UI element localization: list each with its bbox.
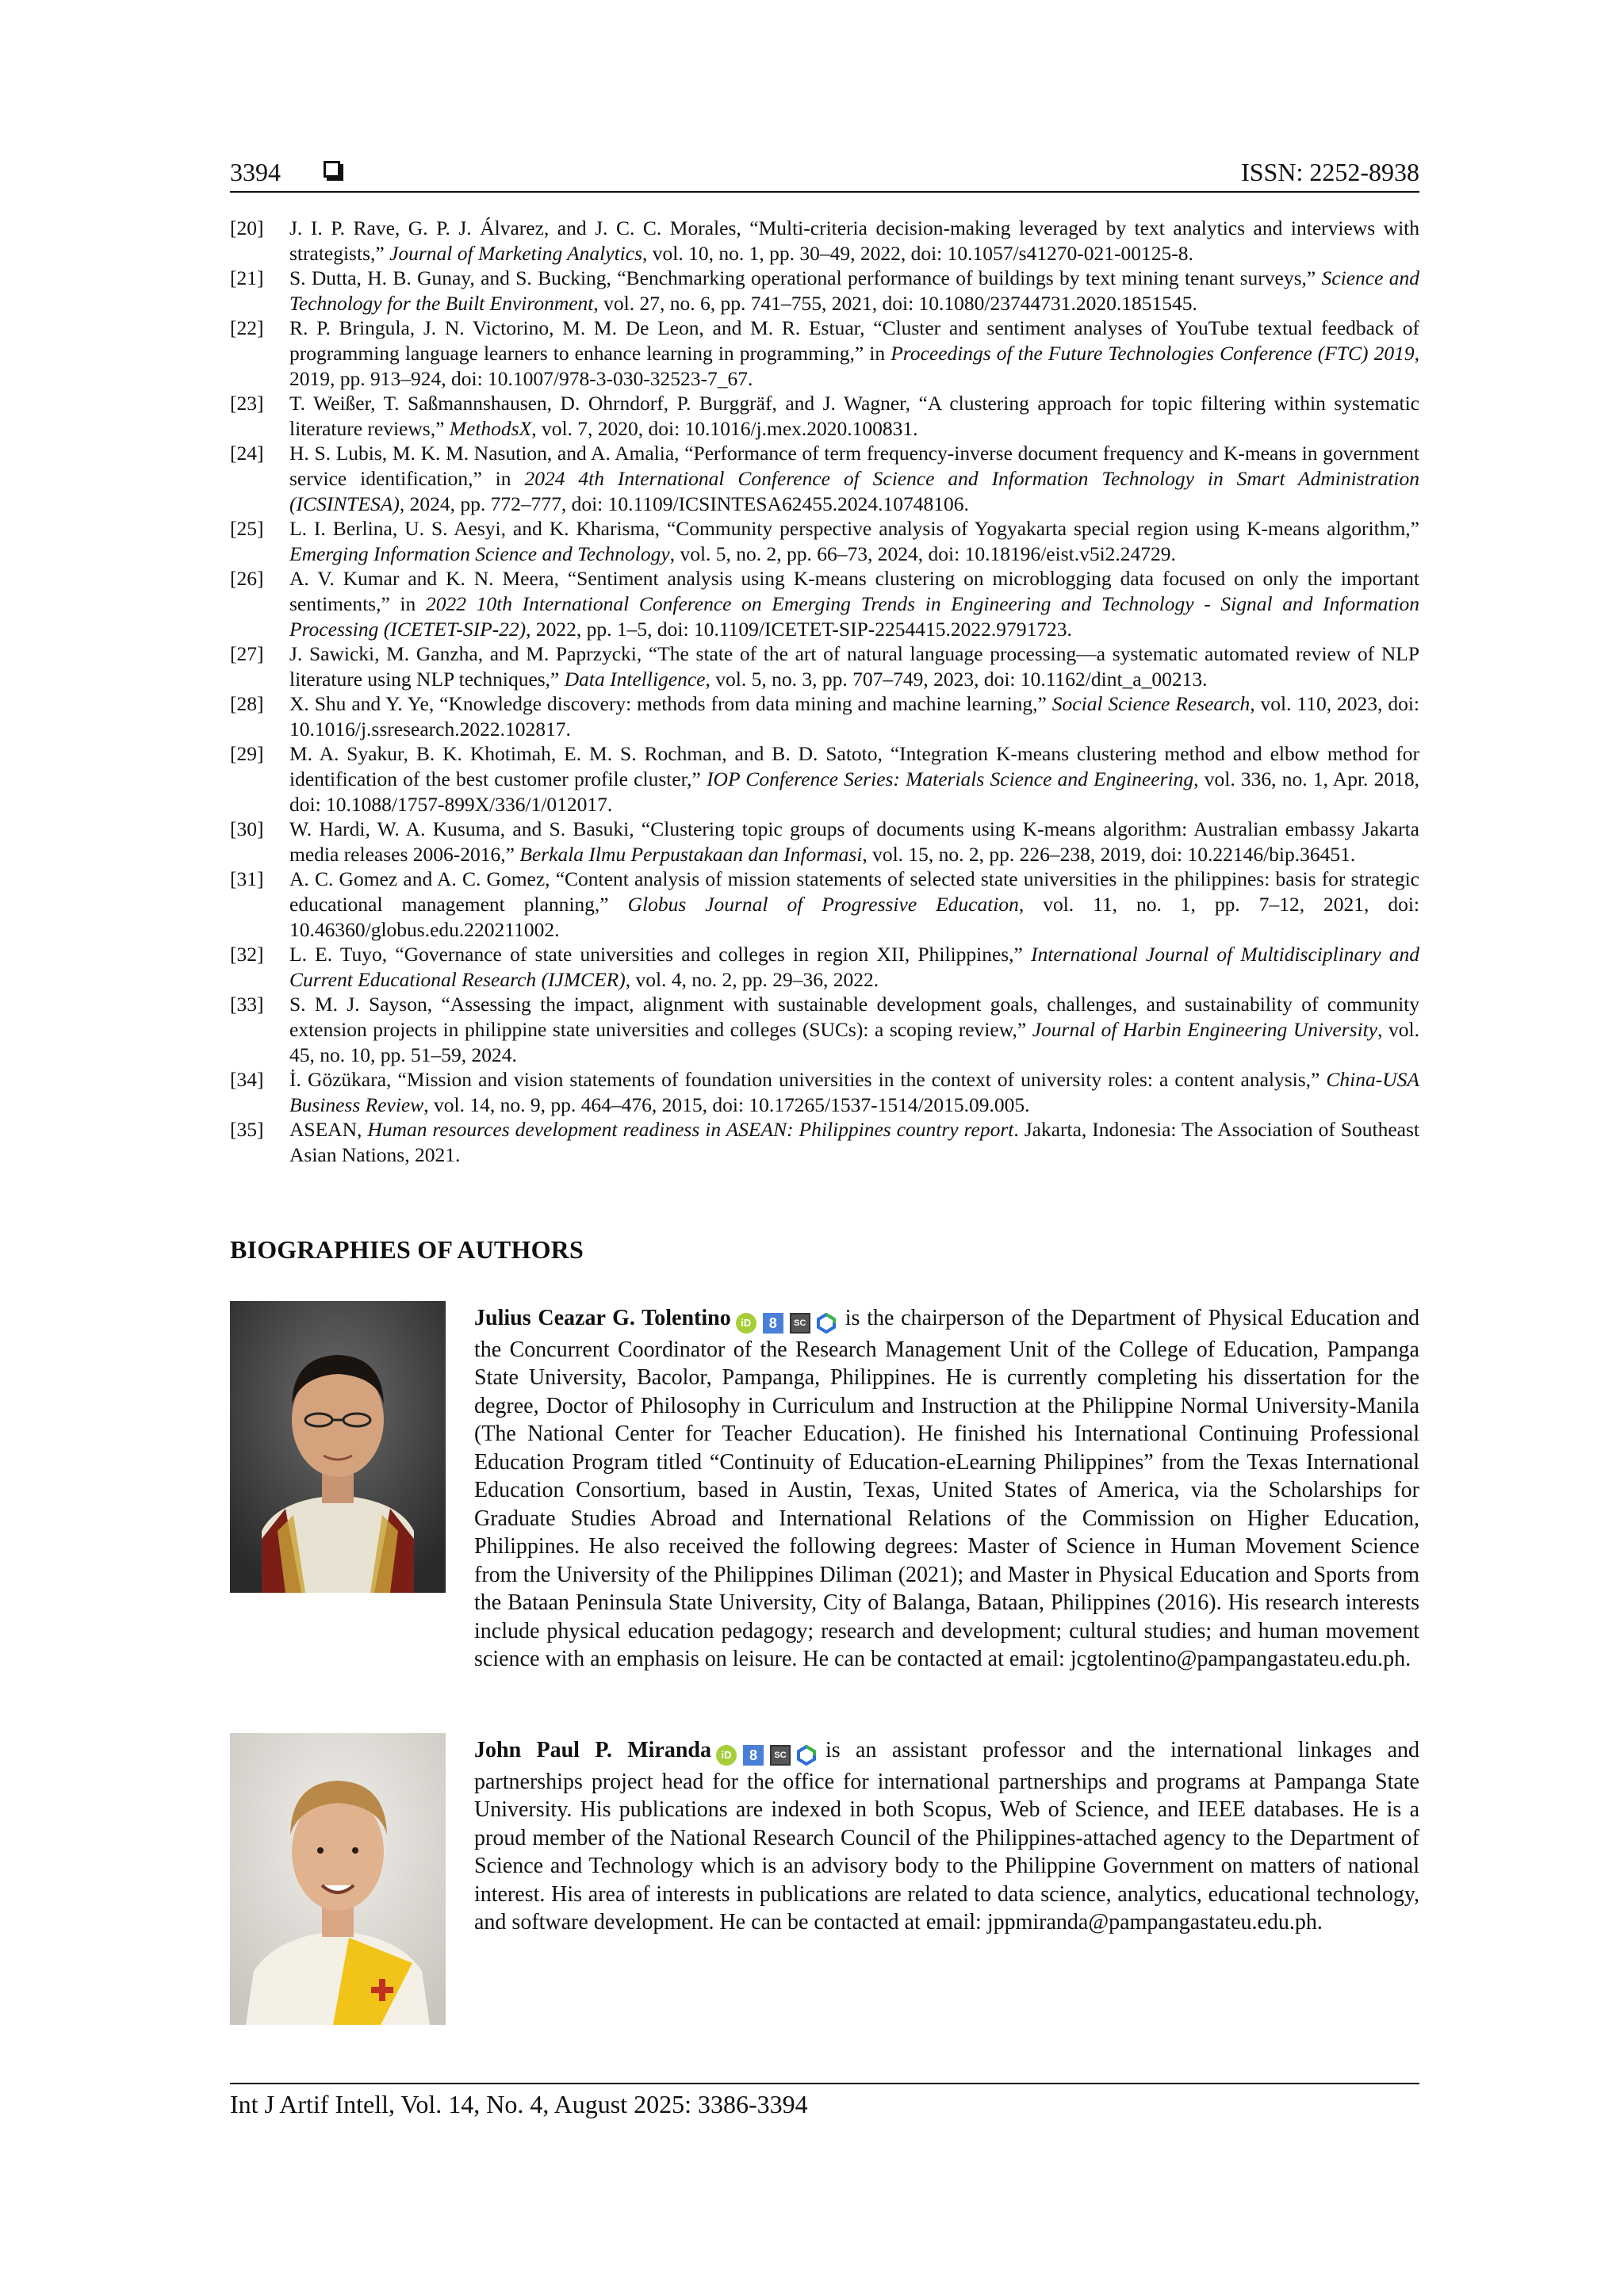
reference-details: , vol. 10, no. 1, pp. 30–49, 2022, doi: 10.1057/s41270-021-00125-8. <box>642 241 1193 265</box>
reference-venue: China-USA Business Review <box>289 1068 1419 1116</box>
reference-text: M. A. Syakur, B. K. Khotimah, E. M. S. Rochman, and B. D. Satoto, “Integration K-means clustering method and elbow method for identification of the best customer profile cluster,” <box>289 742 1419 791</box>
running-header <box>230 155 1419 189</box>
author-bio-text: is the chairperson of the Department of Physical Education and the Concurrent Coordinator of the Research Management Unit of the College of Education, Pampanga State University, Bacolor, Pampanga, Philippines. He is currently completing his dissertation for the degree, Doctor of Philosophy in Curriculum and Instruction at the Philippine Normal University-Manila (The National Center for Teacher Education). He finished his International Continuing Professional Education Program titled “Continuity of Education-eLearning Philippines” from the Texas International Education Consortium, based in Austin, Texas, United States of America, via the Scholarships for Graduate Studies Abroad and International Relations of the Commission on Higher Education, Philippines. He also received the following degrees: Master of Science in Human Movement Science from the University of the Philippines Diliman (2021); and Master in Physical Education and Sports from the Bataan Peninsula State University, City of Balanga, Bataan, Philippines (2016). His research interests include physical education pedagogy; research and development; cultural studies; and human movement science with an emphasis on leisure. He can be contacted at email: jcgtolentino@pampangastateu.edu.ph. <box>474 1306 1420 1671</box>
reference-number: [26] <box>230 567 264 591</box>
reference-entry <box>230 641 1419 691</box>
reference-text: ASEAN, <box>289 1118 368 1142</box>
reference-details: , 2019, pp. 913–924, doi: 10.1007/978-3-030-32523-7_67. <box>289 341 1419 390</box>
author-photo-tolentino <box>230 1301 446 1593</box>
reference-venue: Science and Technology for the Built Environment <box>289 266 1419 315</box>
reference-venue: Social Science Research <box>1051 692 1251 716</box>
reference-venue: IOP Conference Series: Materials Science and Engineering <box>707 767 1194 791</box>
author-bio-text: is an assistant professor and the international linkages and partnerships project head for the office for international partnerships and programs at Pampanga State University. His publications are indexed in both Scopus, Web of Science, and IEEE databases. He is a proud member of the National Research Council of the Philippines-attached agency to the Department of Science and Technology which is an advisory body to the Philippine Government on matters of national interest. His area of interests in publications are related to data science, analytics, educational technology, and software development. He can be contacted at email: jppmiranda@pampangastateu.edu.ph. <box>474 1738 1419 1934</box>
reference-details: , vol. 336, no. 1, Apr. 2018, doi: 10.1088/1757-899X/336/1/012017. <box>289 767 1420 816</box>
author-photo-miranda <box>230 1733 446 2025</box>
reference-entry <box>230 516 1419 566</box>
reference-venue: Berkala Ilmu Perpustakaan dan Informasi <box>519 842 863 866</box>
reference-text: S. Dutta, H. B. Gunay, and S. Bucking, “Benchmarking operational performance of buildings by text mining tenant surveys,” <box>289 266 1322 290</box>
reference-text: W. Hardi, W. A. Kusuma, and S. Basuki, “Clustering topic groups of documents using K-means algorithm: Australian embassy Jakarta media releases 2006-2016,” <box>289 817 1419 866</box>
reference-number: [34] <box>230 1068 264 1092</box>
author-bio-miranda <box>474 1736 1419 1937</box>
reference-number: [25] <box>230 517 264 541</box>
reference-details: , vol. 27, no. 6, pp. 741–755, 2021, doi: 10.1080/23744731.2020.1851545. <box>593 291 1197 315</box>
reference-details: . Jakarta, Indonesia: The Association of Southeast Asian Nations, 2021. <box>289 1118 1419 1166</box>
reference-venue: Journal of Marketing Analytics <box>389 241 642 265</box>
scopus-icon[interactable]: SC <box>770 1745 791 1766</box>
reference-text: R. P. Bringula, J. N. Victorino, M. M. De Leon, and M. R. Estuar, “Cluster and sentiment analyses of YouTube textual feedback of programming language learners to enhance learning in programming,” in <box>289 316 1419 365</box>
reference-number: [33] <box>230 993 264 1016</box>
reference-text: S. M. J. Sayson, “Assessing the impact, alignment with sustainable development goals, challenges, and sustainability of community extension projects in philippine state universities and colleges (SUCs): a scoping review,” <box>289 993 1419 1041</box>
reference-number: [32] <box>230 943 264 966</box>
reference-number: [30] <box>230 817 264 841</box>
reference-details: , vol. 15, no. 2, pp. 226–238, 2019, doi: 10.22146/bip.36451. <box>862 842 1356 866</box>
reference-entry <box>230 316 1419 391</box>
reference-venue: Data Intelligence <box>564 667 706 691</box>
google-scholar-icon[interactable]: 8 <box>763 1313 783 1334</box>
reference-entry <box>230 566 1419 641</box>
section-title: BIOGRAPHIES OF AUTHORS <box>230 1235 584 1264</box>
reference-text: L. E. Tuyo, “Governance of state universities and colleges in region XII, Philippines,” <box>289 943 1032 966</box>
reference-entry <box>230 741 1419 817</box>
reference-venue: Journal of Harbin Engineering University <box>1032 1018 1378 1041</box>
reference-text: X. Shu and Y. Ye, “Knowledge discovery: methods from data mining and machine learning,” <box>289 692 1052 716</box>
reference-text: A. V. Kumar and K. N. Meera, “Sentiment analysis using K-means clustering on microblogging data focused on only the important sentiments,” in <box>289 567 1419 615</box>
publons-icon[interactable] <box>817 1313 836 1334</box>
reference-details: , 2022, pp. 1–5, doi: 10.1109/ICETET-SIP-2254415.2022.9791723. <box>526 617 1072 641</box>
reference-text: A. C. Gomez and A. C. Gomez, “Content analysis of mission statements of selected state universities in the philippines: basis for strategic educational management planning,” <box>289 867 1419 916</box>
header-rule <box>230 191 1419 193</box>
reference-entry <box>230 691 1419 741</box>
reference-details: , vol. 110, 2023, doi: 10.1016/j.ssresearch.2022.102817. <box>289 692 1420 740</box>
reference-number: [23] <box>230 392 264 415</box>
reference-number: [35] <box>230 1118 264 1142</box>
reference-entry <box>230 216 1419 266</box>
reference-text: J. Sawicki, M. Ganzha, and M. Paprzycki, “The state of the art of natural language processing—a systematic automated review of NLP literature using NLP techniques,” <box>289 642 1419 691</box>
reference-details: , 2024, pp. 772–777, doi: 10.1109/ICSINTESA62455.2024.10748106. <box>399 492 969 515</box>
footer-rule <box>230 2083 1419 2084</box>
reference-details: , vol. 5, no. 3, pp. 707–749, 2023, doi: 10.1162/dint_a_00213. <box>705 667 1208 691</box>
profile-icons <box>736 1307 842 1336</box>
reference-list <box>230 216 1419 1168</box>
reference-venue: 2024 4th International Conference of Science and Information Technology in Smart Administration (ICSINTESA) <box>289 466 1420 515</box>
reference-number: [21] <box>230 266 264 290</box>
issn: ISSN: 2252-8938 <box>1241 158 1419 186</box>
reference-venue: Human resources development readiness in ASEAN: Philippines country report <box>367 1118 1014 1142</box>
reference-details: , vol. 7, 2020, doi: 10.1016/j.mex.2020.100831. <box>531 416 918 440</box>
reference-number: [22] <box>230 316 264 340</box>
reference-venue: Emerging Information Science and Technology <box>289 541 670 565</box>
reference-entry <box>230 266 1419 316</box>
reference-entry <box>230 1067 1419 1117</box>
google-scholar-icon[interactable]: 8 <box>743 1745 764 1766</box>
reference-entry <box>230 391 1419 441</box>
reference-text: H. S. Lubis, M. K. M. Nasution, and A. Amalia, “Performance of term frequency-inverse document frequency and K-means in government service identification,” in <box>289 442 1419 490</box>
reference-number: [31] <box>230 867 264 891</box>
reference-text: İ. Gözükara, “Mission and vision statements of foundation universities in the context of university roles: a content analysis,” <box>289 1068 1327 1092</box>
profile-icons <box>716 1739 822 1768</box>
reference-details: , vol. 45, no. 10, pp. 51–59, 2024. <box>289 1018 1419 1066</box>
reference-details: , vol. 14, no. 9, pp. 464–476, 2015, doi: 10.17265/1537-1514/2015.09.005. <box>423 1093 1030 1116</box>
reference-entry <box>230 1117 1419 1167</box>
author-name: John Paul P. Miranda <box>474 1738 712 1762</box>
reference-venue: Globus Journal of Progressive Education <box>627 893 1019 916</box>
reference-entry <box>230 817 1419 867</box>
reference-number: [28] <box>230 692 264 716</box>
reference-text: L. I. Berlina, U. S. Aesyi, and K. Kharisma, “Community perspective analysis of Yogyakarta special region using K-means algorithm,” <box>289 517 1419 541</box>
reference-venue: 2022 10th International Conference on Emerging Trends in Engineering and Technology - Signal and Information Processing (ICETET-SIP-22) <box>289 591 1419 641</box>
page-number: 3394 <box>230 158 281 186</box>
reference-details: , vol. 4, no. 2, pp. 29–36, 2022. <box>625 967 879 991</box>
checkbox-glyph-icon <box>324 161 340 178</box>
reference-venue: Proceedings of the Future Technologies Conference (FTC) 2019 <box>891 341 1415 365</box>
running-footer: Int J Artif Intell, Vol. 14, No. 4, August 2025: 3386-3394 <box>230 2090 808 2118</box>
reference-text: J. I. P. Rave, G. P. J. Álvarez, and J. C. C. Morales, “Multi-criteria decision-making leveraged by text analytics and interviews with strategists,” <box>289 216 1419 265</box>
reference-number: [20] <box>230 216 264 239</box>
reference-number: [27] <box>230 642 264 666</box>
reference-details: , vol. 5, no. 2, pp. 66–73, 2024, doi: 10.18196/eist.v5i2.24729. <box>669 541 1176 565</box>
author-bio-tolentino <box>474 1304 1419 1674</box>
reference-entry <box>230 942 1419 992</box>
orcid-icon[interactable]: iD <box>736 1313 756 1334</box>
reference-entry <box>230 992 1419 1067</box>
reference-number: [29] <box>230 742 264 766</box>
reference-number: [24] <box>230 442 264 465</box>
scopus-icon[interactable]: SC <box>790 1313 810 1334</box>
publons-icon[interactable] <box>797 1745 816 1766</box>
author-name: Julius Ceazar G. Tolentino <box>474 1306 731 1330</box>
reference-entry <box>230 867 1419 942</box>
reference-entry <box>230 441 1419 516</box>
reference-venue: MethodsX <box>449 416 532 440</box>
reference-venue: International Journal of Multidisciplinary and Current Educational Research (IJMCER) <box>289 943 1419 991</box>
reference-details: , vol. 11, no. 1, pp. 7–12, 2021, doi: 10.46360/globus.edu.220211002. <box>289 893 1419 941</box>
orcid-icon[interactable]: iD <box>716 1745 737 1766</box>
reference-text: T. Weißer, T. Saßmannshausen, D. Ohrndorf, P. Burggräf, and J. Wagner, “A clustering approach for topic filtering within systematic literature reviews,” <box>289 392 1419 440</box>
